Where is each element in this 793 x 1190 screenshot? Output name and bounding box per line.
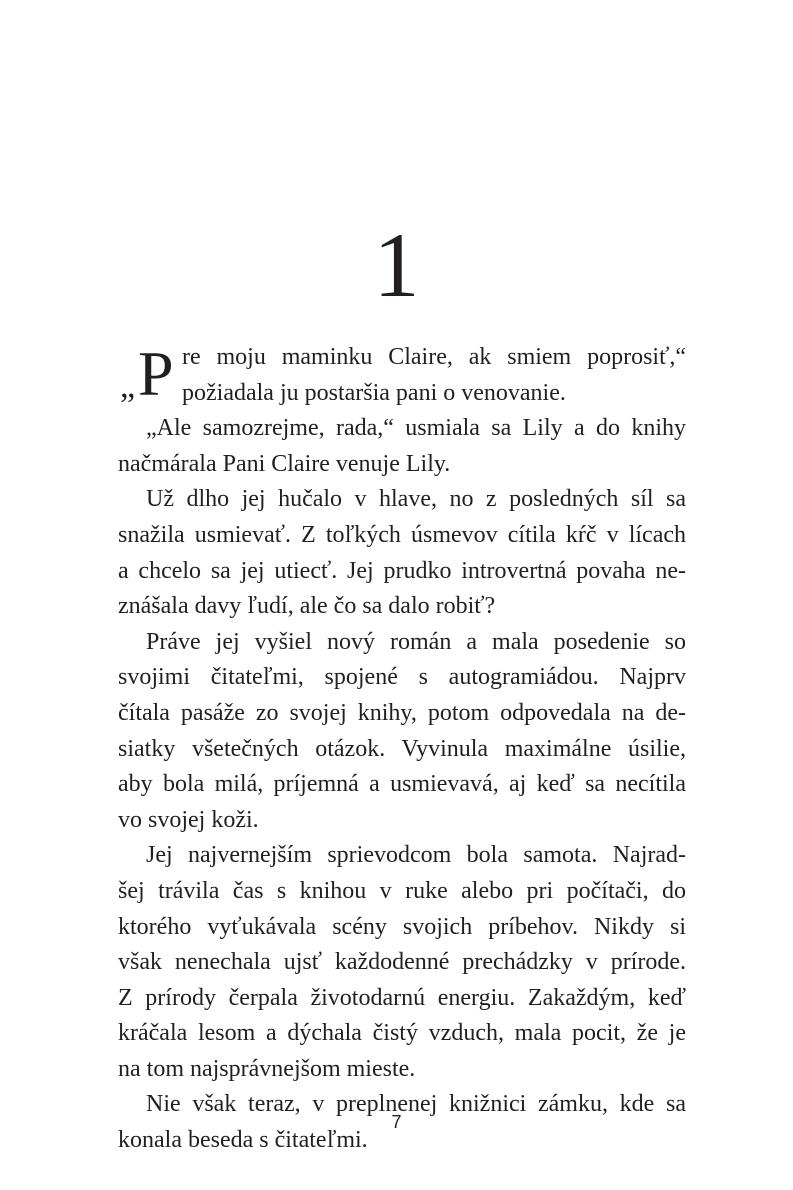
text-line: Jej najvernejším sprievodcom bola samota. Najrad- [146, 842, 686, 869]
drop-cap [118, 340, 182, 412]
text-line: však nenechala ujsť každodenné prechádzky v prírode. [118, 949, 686, 976]
drop-cap-letter: P [138, 338, 174, 409]
text-line: šej trávila čas s knihou v ruke alebo pri počítači, do [118, 877, 686, 904]
page-number: 7 [391, 1112, 402, 1132]
chapter-number: 1 [373, 214, 420, 316]
text-line: požiadala ju postaršia pani o venovanie. [182, 379, 566, 406]
text-line: siatky všetečných otázok. Vyvinula maximálne úsilie, [118, 735, 686, 762]
text-line: znášala davy ľudí, ale čo sa dalo robiť? [118, 593, 496, 620]
text-line: Už dlho jej hučalo v hlave, no z posledných síl sa [146, 486, 686, 513]
text-line: svojimi čitateľmi, spojené s autogramiádou. Najprv [118, 664, 686, 691]
text-line: Nie však teraz, v preplnenej knižnici zámku, kde sa [146, 1091, 686, 1118]
text-line: „Ale samozrejme, rada,“ usmiala sa Lily a do knihy [146, 415, 686, 442]
text-line: kráčala lesom a dýchala čistý vzduch, mala pocit, že je [118, 1020, 686, 1047]
text-line: konala beseda s čitateľmi. [118, 1127, 368, 1154]
text-line: ktorého vyťukávala scény svojich príbehov. Nikdy si [118, 913, 686, 940]
text-line: aby bola milá, príjemná a usmievavá, aj keď sa necítila [118, 771, 686, 798]
text-line: re moju maminku Claire, ak smiem poprosiť,“ [182, 344, 686, 370]
text-line: vo svojej koži. [118, 806, 259, 833]
text-line: Z prírody čerpala životodarnú energiu. Zakaždým, keď [118, 984, 686, 1011]
text-line: snažila usmievať. Z toľkých úsmevov cítila kŕč v lícach [118, 521, 686, 548]
text-line: Práve jej vyšiel nový román a mala posedenie so [146, 628, 686, 655]
text-line: čítala pasáže zo svojej knihy, potom odpovedala na de- [118, 699, 686, 726]
drop-cap-quote: „ [120, 368, 136, 405]
chapter-body-text [118, 340, 686, 1159]
text-line: načmárala Pani Claire venuje Lily. [118, 450, 451, 477]
text-line: na tom najsprávnejšom mieste. [118, 1055, 416, 1082]
text-line: a chcelo sa jej utiecť. Jej prudko introvertná povaha ne- [118, 557, 686, 584]
